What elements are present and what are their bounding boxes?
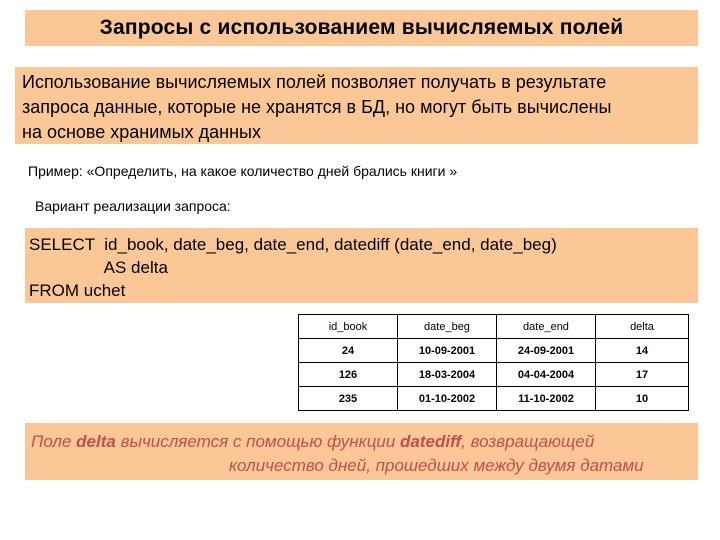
header-date-end: date_end <box>497 315 596 339</box>
cell-delta: 17 <box>596 363 689 387</box>
cell-id-book: 24 <box>299 339 398 363</box>
table-header-row <box>299 315 689 339</box>
table-row <box>299 363 689 387</box>
header-id-book: id_book <box>299 315 398 339</box>
note-line-2: количество дней, прошедших между двумя датами <box>229 456 644 475</box>
note-function-name: datediff <box>400 432 462 451</box>
variant-text: Вариант реализации запроса: <box>35 198 231 214</box>
note-prefix: Поле <box>31 432 77 451</box>
cell-date-end: 24-09-2001 <box>497 339 596 363</box>
cell-date-beg: 10-09-2001 <box>398 339 497 363</box>
note-field-name: delta <box>76 432 116 451</box>
sql-query-box <box>25 228 698 303</box>
cell-date-beg: 01-10-2002 <box>398 387 497 411</box>
note-box <box>25 423 698 480</box>
cell-id-book: 126 <box>299 363 398 387</box>
intro-box <box>15 67 698 144</box>
page-title: Запросы с использованием вычисляемых полей <box>99 16 624 39</box>
header-delta: delta <box>596 315 689 339</box>
example-text: Пример: «Определить, на какое количество дней брались книги » <box>28 163 458 179</box>
cell-delta: 14 <box>596 339 689 363</box>
cell-delta: 10 <box>596 387 689 411</box>
intro-line-3: на основе хранимых данных <box>22 122 261 142</box>
table-row <box>299 339 689 363</box>
cell-date-end: 11-10-2002 <box>497 387 596 411</box>
note-line-1 <box>31 430 692 454</box>
intro-line-1: Использование вычисляемых полей позволяет получать в результате <box>22 72 607 92</box>
title-banner <box>25 10 698 46</box>
header-date-beg: date_beg <box>398 315 497 339</box>
table-row <box>299 387 689 411</box>
sql-line-1: SELECT id_book, date_beg, date_end, datediff (date_end, date_beg) <box>29 235 557 254</box>
cell-id-book: 235 <box>299 387 398 411</box>
sql-line-3: FROM uchet <box>29 281 126 300</box>
sql-line-2: AS delta <box>29 258 168 277</box>
cell-date-beg: 18-03-2004 <box>398 363 497 387</box>
result-table <box>298 314 689 411</box>
cell-date-end: 04-04-2004 <box>497 363 596 387</box>
note-middle: вычисляется с помощью функции <box>115 432 401 451</box>
note-suffix: , возвращающей <box>461 432 595 451</box>
intro-line-2: запроса данные, которые не хранятся в БД, но могут быть вычислены <box>22 97 612 117</box>
